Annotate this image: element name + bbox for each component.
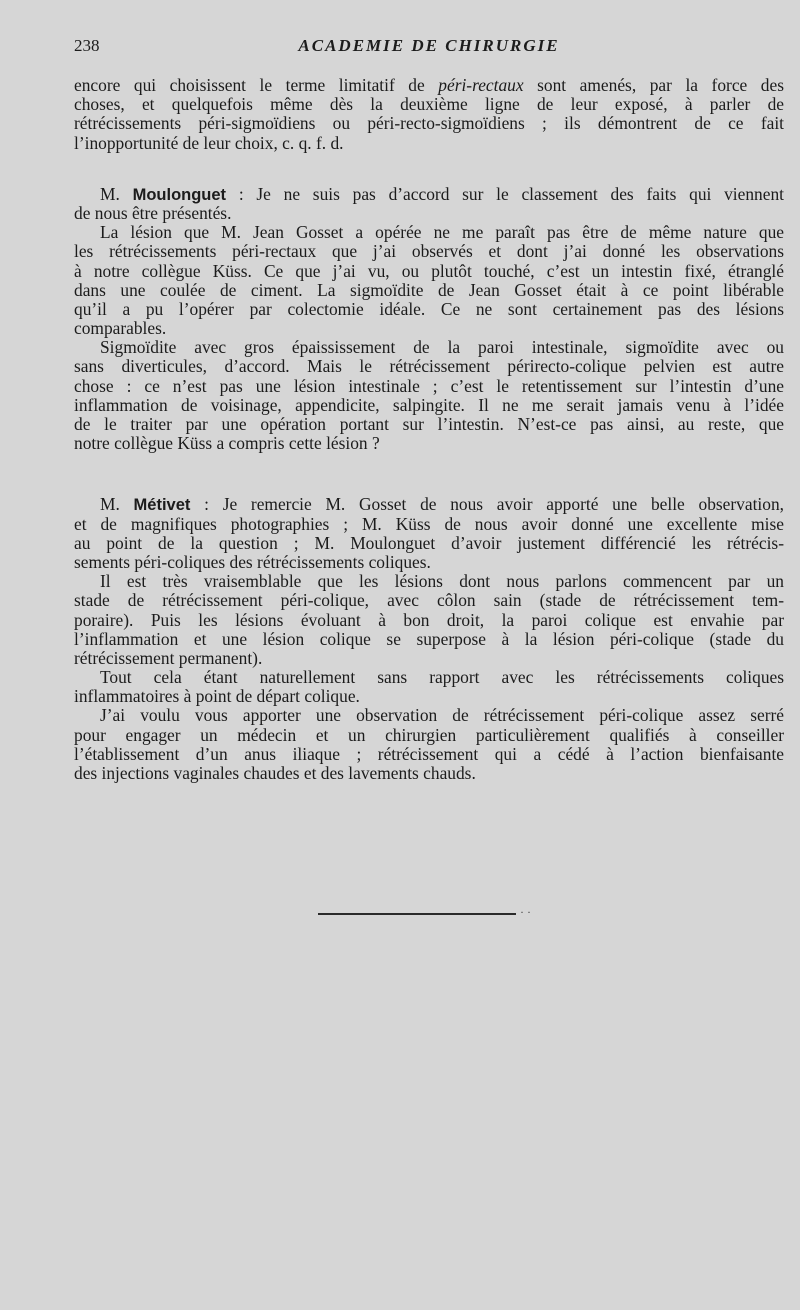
text-line: de le traiter par une opération portant sur l’intestin. N’est-ce pas ainsi, au reste, que xyxy=(74,415,784,434)
text-line: choses, et quelquefois même dès la deuxième ligne de leur exposé, à parler de xyxy=(74,95,784,115)
body-text xyxy=(74,76,784,783)
italic-term: péri-rectaux xyxy=(438,76,524,95)
text-line: rétrécissement permanent). xyxy=(74,648,263,668)
text-line: comparables. xyxy=(74,319,167,339)
page-header xyxy=(74,36,784,60)
text-line: stade de rétrécissement péri-colique, avec côlon sain (stade de rétrécissement tem- xyxy=(74,591,784,611)
text-line: qu’il a pu l’opérer par colectomie idéale. Ce ne sont certainement pas des lésions xyxy=(74,299,784,319)
text-line: l’inflammation et une lésion colique se superpose à la lésion péri-colique (stade du xyxy=(74,629,784,649)
text-line: pour engager un médecin et un chirurgien particulièrement qualifiés à conseiller xyxy=(74,725,784,745)
text-line: sans diverticules, d’accord. Mais le rétrécissement périrecto-colique pelvien est autre xyxy=(74,357,784,377)
text-line xyxy=(74,185,784,204)
text-line: Tout cela étant naturellement sans rapport avec les rétrécissements coliques xyxy=(100,668,784,688)
speaker-name: Moulonguet xyxy=(132,185,227,204)
text-line: poraire). Puis les lésions évoluant à bon droit, la paroi colique est envahie par xyxy=(74,610,784,630)
paragraph-gap xyxy=(74,453,784,495)
speaker-prefix: M. xyxy=(100,184,133,204)
text-run: : Je ne suis pas d’accord sur le classement des faits qui viennent xyxy=(226,184,784,204)
text-line: inflammatoires à point de départ colique. xyxy=(74,687,360,707)
text-run: : Je remercie M. Gosset de nous avoir apporté une belle observation, xyxy=(190,495,784,515)
text-line xyxy=(74,76,784,95)
text-line: l’établissement d’un anus iliaque ; rétrécissement qui a cédé à l’action bienfaisante xyxy=(74,744,784,764)
running-title: ACADEMIE DE CHIRURGIE xyxy=(298,36,560,55)
section-end-rule xyxy=(318,913,516,915)
text-line: Sigmoïdite avec gros épaississement de la paroi intestinale, sigmoïdite avec ou xyxy=(100,338,784,358)
speaker-prefix: M. xyxy=(100,495,134,515)
text-line: les rétrécissements péri-rectaux que j’ai observés et dont j’ai donné les observations xyxy=(74,242,784,262)
text-line: des injections vaginales chaudes et des lavements chauds. xyxy=(74,764,476,783)
text-line: à notre collègue Küss. Ce que j’ai vu, ou plutôt touché, c’est un intestin fixé, étranglé xyxy=(74,261,784,281)
text-run: sont amenés, par la force des xyxy=(523,76,784,95)
paragraph-intro xyxy=(74,76,784,153)
paragraph-gap xyxy=(74,153,784,185)
intervention-moulonguet xyxy=(74,185,784,454)
intervention-metivet xyxy=(74,495,784,783)
text-run: encore qui choisissent le terme limitatif de xyxy=(74,76,439,95)
text-line: La lésion que M. Jean Gosset a opérée ne me paraît pas être de même nature que xyxy=(100,223,784,243)
text-line: rétrécissements péri-sigmoïdiens ou péri-recto-sigmoïdiens ; ils démontrent de ce fait xyxy=(74,114,784,134)
text-line: et de magnifiques photographies ; M. Küss de nous avoir donné une excellente mise xyxy=(74,514,784,534)
text-line: l’inopportunité de leur choix, c. q. f. d. xyxy=(74,133,344,153)
page-number: 238 xyxy=(74,36,100,55)
text-line xyxy=(74,495,784,514)
rule-dots: · · xyxy=(520,905,531,919)
speaker-name: Métivet xyxy=(133,496,191,515)
text-line: J’ai voulu vous apporter une observation de rétrécissement péri-colique assez serré xyxy=(100,706,784,726)
text-line: notre collègue Küss a compris cette lésion ? xyxy=(74,434,380,454)
text-line: dans une coulée de ciment. La sigmoïdite de Jean Gosset était à ce point libérable xyxy=(74,280,784,300)
text-line: inflammation de voisinage, appendicite, salpingite. Il ne me serait jamais venu à l’idée xyxy=(74,395,784,415)
text-line: de nous être présentés. xyxy=(74,203,232,223)
text-line: chose : ce n’est pas une lésion intestinale ; c’est le retentissement sur l’intestin d’une xyxy=(74,376,784,396)
text-line: Il est très vraisemblable que les lésions dont nous parlons commencent par un xyxy=(100,572,784,592)
text-line: au point de la question ; M. Moulonguet d’avoir justement différencié les rétrécis- xyxy=(74,533,784,553)
text-line: sements péri-coliques des rétrécissements coliques. xyxy=(74,552,431,572)
